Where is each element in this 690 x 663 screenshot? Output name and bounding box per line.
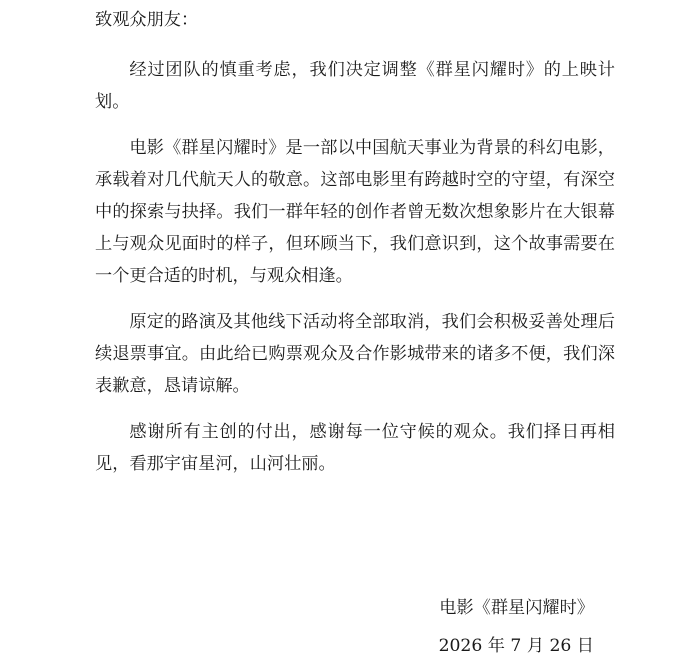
paragraph-4: 感谢所有主创的付出，感谢每一位守候的观众。我们择日再相见，看那宇宙星河，山河壮丽。 xyxy=(95,422,615,474)
paragraph-1: 经过团队的慎重考虑，我们决定调整《群星闪耀时》的上映计划。 xyxy=(95,60,615,112)
letter-body xyxy=(95,0,615,480)
salutation: 致观众朋友： xyxy=(95,10,199,30)
paragraph-2: 电影《群星闪耀时》是一部以中国航天事业为背景的科幻电影，承载着对几代航天人的敬意。这部电影里有跨越时空的守望，有深空中的探索与抉择。我们一群年轻的创作者曾无数次想象影片在大银幕上与观众见面时的样子，但环顾当下，我们意识到，这个故事需要在一个更合适的时机，与观众相逢。 xyxy=(95,138,615,286)
letter-date: 2026 年 7 月 26 日 xyxy=(438,636,594,656)
signature: 电影《群星闪耀时》 xyxy=(439,598,594,618)
paragraph-3: 原定的路演及其他线下活动将全部取消，我们会积极妥善处理后续退票事宜。由此给已购票观众及合作影城带来的诸多不便，我们深表歉意，恳请谅解。 xyxy=(95,312,615,396)
